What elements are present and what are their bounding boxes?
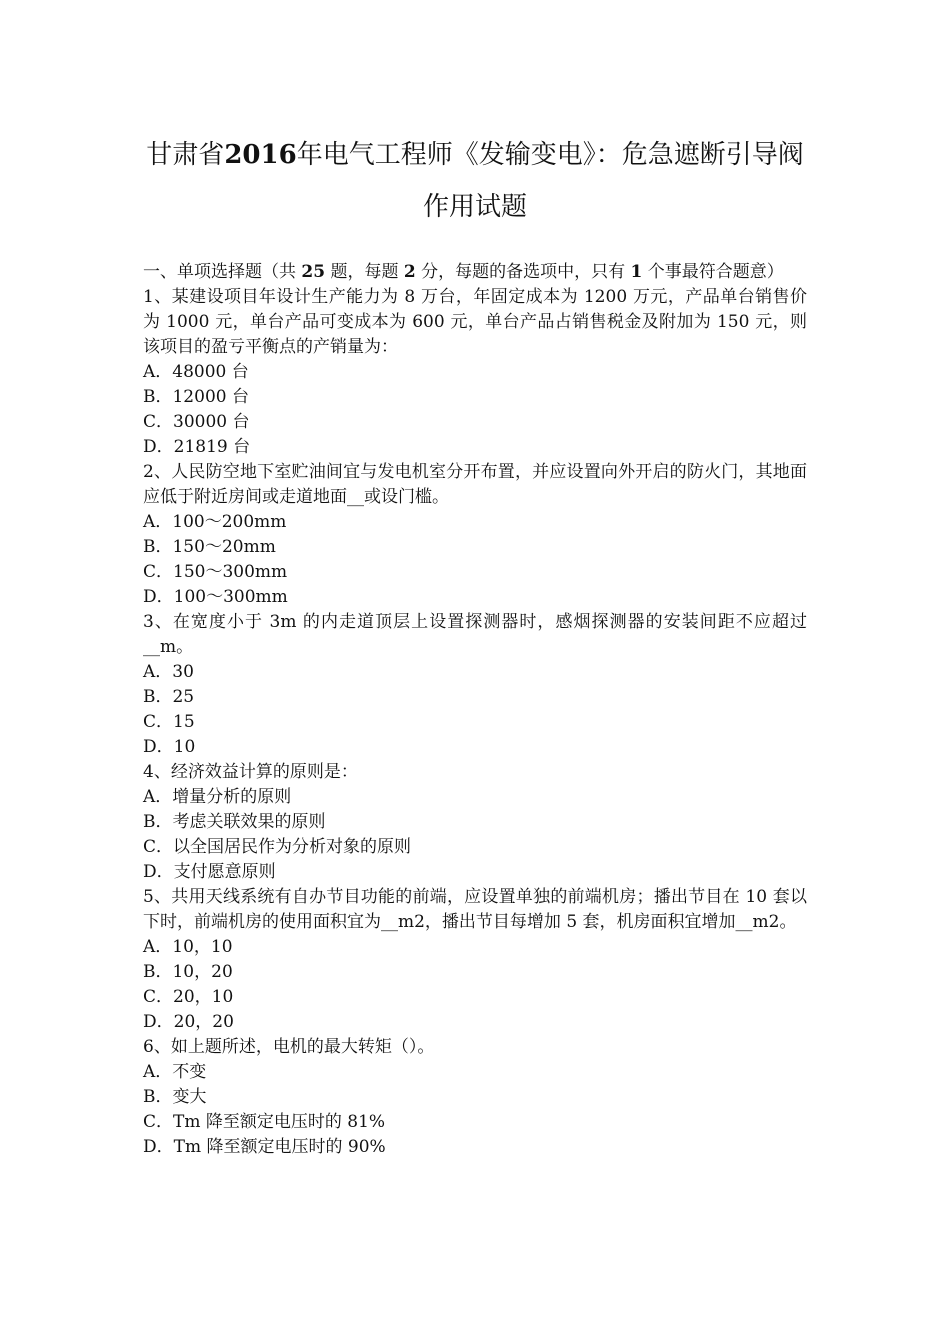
option-d: D．支付愿意原则 (143, 862, 276, 882)
question-text: 2、人民防空地下室贮油间宜与发电机室分开布置，并应设置向外开启的防火门，其地面应低于附近房间或走道地面__或设门槛。 (143, 462, 807, 507)
option-d: D．100～300mm (143, 587, 288, 607)
option-c: C．20，10 (143, 987, 234, 1007)
option-c: C．Tm 降至额定电压时的 81% (143, 1112, 386, 1132)
option-c: C．15 (143, 712, 195, 732)
question-4 (143, 760, 807, 885)
question-6 (143, 1035, 807, 1160)
title-line-2: 作用试题 (422, 192, 527, 222)
option-a: A．增量分析的原则 (143, 787, 292, 807)
question-text: 4、经济效益计算的原则是： (143, 762, 358, 782)
option-c: C．以全国居民作为分析对象的原则 (143, 837, 412, 857)
question-1 (143, 285, 807, 460)
question-text: 3、在宽度小于 3m 的内走道顶层上设置探测器时，感烟探测器的安装间距不应超过__m。 (143, 612, 807, 657)
title-prefix: 甘肃省 (146, 140, 225, 170)
title-year: 2016 (224, 140, 297, 170)
section-heading (143, 260, 807, 285)
section-heading-prefix: 一、单项选择题（共 (143, 262, 302, 282)
question-text: 5、共用天线系统有自办节目功能的前端，应设置单独的前端机房；播出节目在 10 套以下时，前端机房的使用面积宜为__m2，播出节目每增加 5 套，机房面积宜增加__m2。 (143, 887, 807, 932)
option-b: B．25 (143, 687, 195, 707)
option-c: C．150～300mm (143, 562, 288, 582)
option-b: B．变大 (143, 1087, 207, 1107)
question-text: 1、某建设项目年设计生产能力为 8 万台，年固定成本为 1200 万元，产品单台销售价为 1000 元，单台产品可变成本为 600 元，单台产品占销售税金及附加为 150 元，则该项目的盈亏平衡点的产销量为： (143, 287, 807, 357)
section-points: 2 (403, 262, 416, 282)
document-title (95, 132, 855, 230)
question-3 (143, 610, 807, 760)
section-heading-mid2: 分，每题的备选项中，只有 (415, 262, 631, 282)
option-c: C．30000 台 (143, 412, 250, 432)
option-d: D．21819 台 (143, 437, 251, 457)
section-heading-mid1: 题，每题 (325, 262, 404, 282)
question-text: 6、如上题所述，电机的最大转矩（）。 (143, 1037, 435, 1057)
section-question-count: 25 (301, 262, 326, 282)
option-a: A．不变 (143, 1062, 207, 1082)
option-d: D．Tm 降至额定电压时的 90% (143, 1137, 386, 1157)
option-d: D．10 (143, 737, 196, 757)
option-a: A．48000 台 (143, 362, 249, 382)
option-d: D．20，20 (143, 1012, 234, 1032)
question-2 (143, 460, 807, 610)
section-heading-suffix: 个事最符合题意） (642, 262, 784, 282)
option-b: B．考虑关联效果的原则 (143, 812, 326, 832)
question-5 (143, 885, 807, 1035)
section-correct-count: 1 (630, 262, 643, 282)
option-a: A．30 (143, 662, 194, 682)
option-b: B．150～20mm (143, 537, 276, 557)
option-a: A．10，10 (143, 937, 233, 957)
option-b: B．12000 台 (143, 387, 249, 407)
title-rest: 年电气工程师《发输变电》：危急遮断引导阀 (296, 140, 804, 170)
document-body (143, 260, 807, 1160)
option-b: B．10，20 (143, 962, 233, 982)
option-a: A．100～200mm (143, 512, 287, 532)
